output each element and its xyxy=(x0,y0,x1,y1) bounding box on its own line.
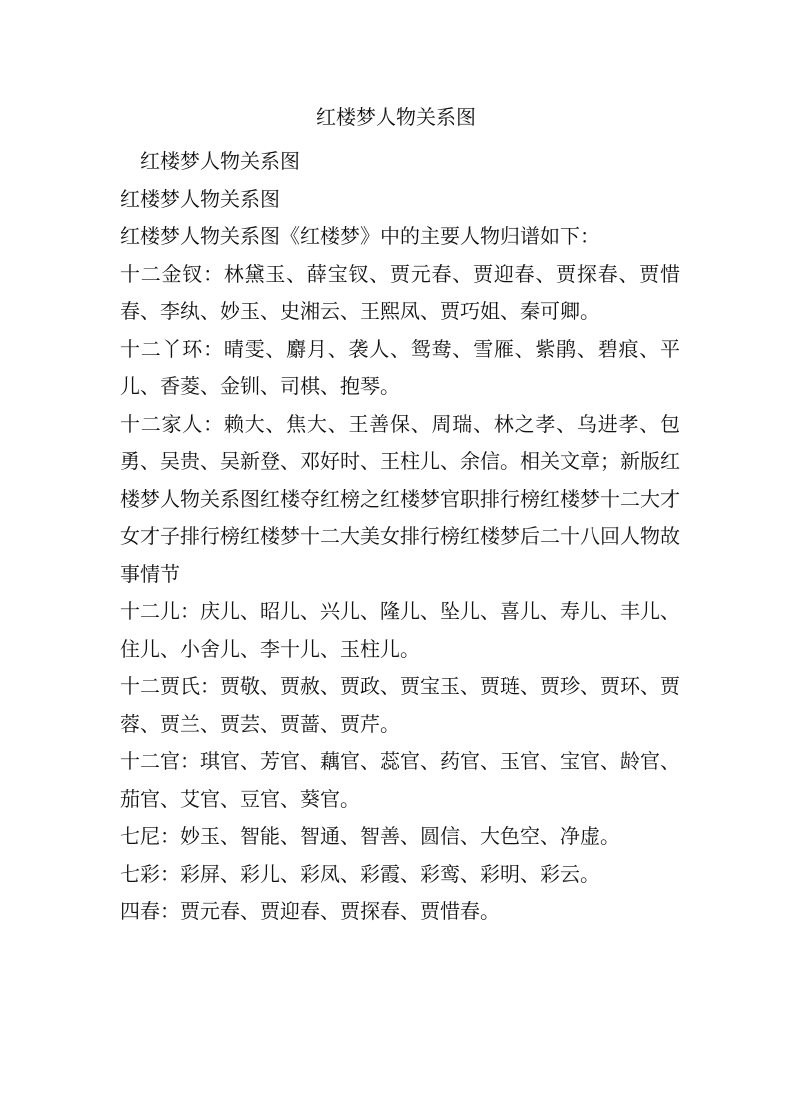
paragraph-four-springs: 四春：贾元春、贾迎春、贾探春、贾惜春。 xyxy=(120,899,500,923)
paragraph-seven-nuns: 七尼：妙玉、智能、智通、智善、圆信、大色空、净虚。 xyxy=(120,824,620,848)
document-title: 红楼梦人物关系图 xyxy=(316,105,476,129)
paragraph-twelve-maids: 十二丫环：晴雯、麝月、袭人、鸳鸯、雪雁、紫鹃、碧痕、平儿、香菱、金钏、司棋、抱琴。 xyxy=(120,336,680,398)
paragraph-twelve-jia: 十二贾氏：贾敬、贾赦、贾政、贾宝玉、贾琏、贾珍、贾环、贾蓉、贾兰、贾芸、贾蔷、贾芹。 xyxy=(120,674,680,736)
subtitle-line-2: 红楼梦人物关系图 xyxy=(120,186,280,211)
paragraph-twelve-boys: 十二儿：庆儿、昭儿、兴儿、隆儿、坠儿、喜儿、寿儿、丰儿、住儿、小舍儿、李十儿、玉柱儿。 xyxy=(120,599,680,661)
paragraph-twelve-servants: 十二家人：赖大、焦大、王善保、周瑞、林之孝、乌进孝、包勇、吴贵、吴新登、邓好时、王柱儿、余信。相关文章；新版红楼梦人物关系图红楼夺红榜之红楼梦官职排行榜红楼梦十二大才女才子排行榜红楼梦十二大美女排行榜红楼梦后二十八回人物故事情节 xyxy=(120,411,680,586)
paragraph-seven-colors: 七彩：彩屏、彩儿、彩凤、彩霞、彩鸾、彩明、彩云。 xyxy=(120,861,600,886)
paragraph-twelve-officials: 十二官：琪官、芳官、藕官、蕊官、药官、玉官、宝官、龄官、茄官、艾官、豆官、葵官。 xyxy=(120,749,680,811)
subtitle-line-1: 红楼梦人物关系图 xyxy=(140,149,300,173)
intro-paragraph: 红楼梦人物关系图《红楼梦》中的主要人物归谱如下： xyxy=(120,224,600,248)
document-body xyxy=(120,143,680,931)
paragraph-twelve-hairpins: 十二金钗：林黛玉、薛宝钗、贾元春、贾迎春、贾探春、贾惜春、李纨、妙玉、史湘云、王熙凤、贾巧姐、秦可卿。 xyxy=(120,261,680,323)
